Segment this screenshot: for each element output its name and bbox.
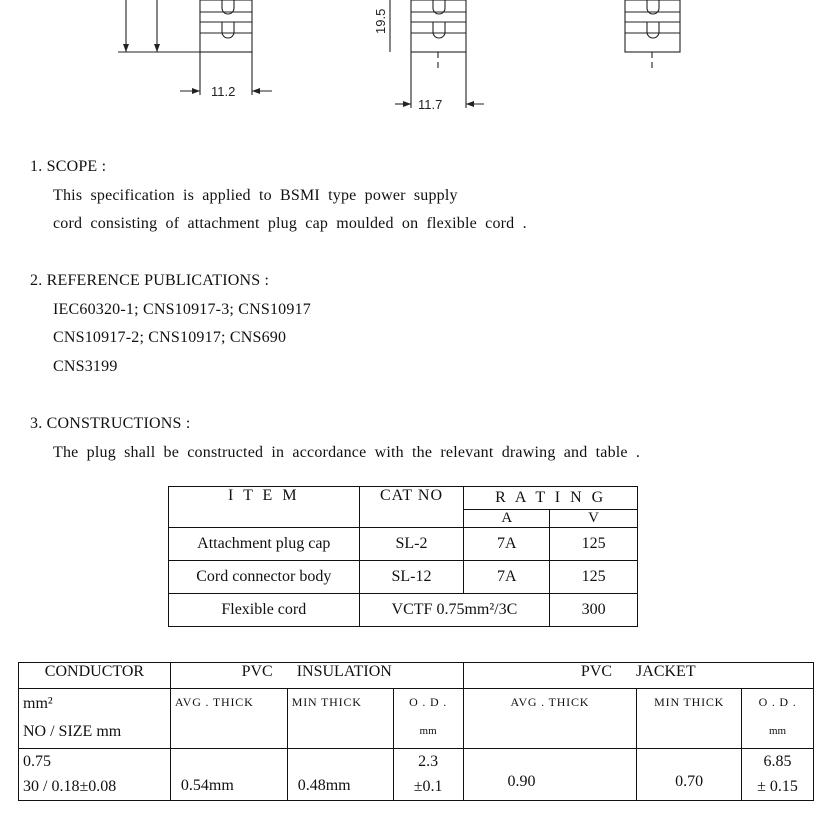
rating-a-cell: 7A	[464, 561, 550, 594]
cat-cell: VCTF 0.75mm²/3C	[359, 594, 550, 627]
cat-cell: SL-2	[359, 528, 464, 561]
cord-spec-table	[18, 662, 814, 801]
ins-avg-thick-header: AVG . THICK	[170, 689, 287, 749]
rating-v-cell: 125	[550, 528, 638, 561]
table-row	[169, 561, 638, 594]
table-row	[169, 594, 638, 627]
rating-v-header: V	[550, 510, 638, 528]
no-size-label: NO / SIZE mm	[23, 723, 122, 740]
ins-min-thick-header: MIN THICK	[287, 689, 393, 749]
rating-v-cell: 125	[550, 561, 638, 594]
rating-a-header: A	[464, 510, 550, 528]
item-cell: Cord connector body	[169, 561, 360, 594]
jac-avg-value: 0.90	[507, 773, 536, 790]
ins-od-value: 2.3	[418, 753, 439, 770]
rating-v-cell: 300	[550, 594, 638, 627]
constructions-heading: 3. CONSTRUCTIONS :	[30, 415, 191, 432]
col-cat-header: CAT NO	[359, 487, 464, 528]
jac-od-tolerance: ± 0.15	[757, 778, 798, 795]
col-rating-header: R A T I N G	[464, 487, 638, 510]
references-line-1: IEC60320-1; CNS10917-3; CNS10917	[53, 301, 311, 318]
rating-a-cell: 7A	[464, 528, 550, 561]
rating-table	[168, 486, 638, 627]
scope-line-2: cord consisting of attachment plug cap moulded on flexible cord .	[53, 215, 527, 232]
unit-mm2: mm²	[23, 695, 53, 712]
scope-line-1: This specification is applied to BSMI type power supply	[53, 187, 458, 204]
jac-avg-thick-header: AVG . THICK	[463, 689, 637, 749]
scope-heading: 1. SCOPE :	[30, 158, 107, 175]
jac-min-value: 0.70	[675, 773, 704, 790]
references-heading: 2. REFERENCE PUBLICATIONS :	[30, 272, 270, 289]
dim-mid-height-label: 19.5	[373, 8, 388, 34]
col-item-header: I T E M	[169, 487, 360, 528]
jacket-header: PVC JACKET	[463, 663, 813, 689]
jac-od-value: 6.85	[763, 753, 792, 770]
conductor-strand: 30 / 0.18±0.08	[23, 778, 117, 795]
conductor-size: 0.75	[23, 753, 51, 770]
constructions-line: The plug shall be constructed in accordance with the relevant drawing and table .	[53, 444, 641, 461]
ins-min-value: 0.48mm	[297, 777, 351, 794]
conductor-header: CONDUCTOR	[19, 663, 171, 689]
ins-od-header: O . D .	[409, 695, 448, 709]
ins-od-tolerance: ±0.1	[413, 778, 443, 795]
cat-cell: SL-12	[359, 561, 464, 594]
item-cell: Flexible cord	[169, 594, 360, 627]
jac-od-unit: mm	[768, 725, 787, 737]
references-line-3: CNS3199	[53, 358, 118, 375]
jac-min-thick-header: MIN THICK	[637, 689, 742, 749]
ins-od-unit: mm	[419, 725, 437, 737]
jac-od-header: O . D .	[758, 695, 797, 709]
references-line-2: CNS10917-2; CNS10917; CNS690	[53, 329, 287, 346]
dim-mid-width-label: 11.7	[418, 97, 443, 112]
dim-left-label: 11.2	[211, 84, 236, 99]
table-row	[169, 528, 638, 561]
insulation-header: PVC INSULATION	[170, 663, 463, 689]
plug-drawing	[0, 0, 830, 120]
ins-avg-value: 0.54mm	[180, 777, 234, 794]
item-cell: Attachment plug cap	[169, 528, 360, 561]
